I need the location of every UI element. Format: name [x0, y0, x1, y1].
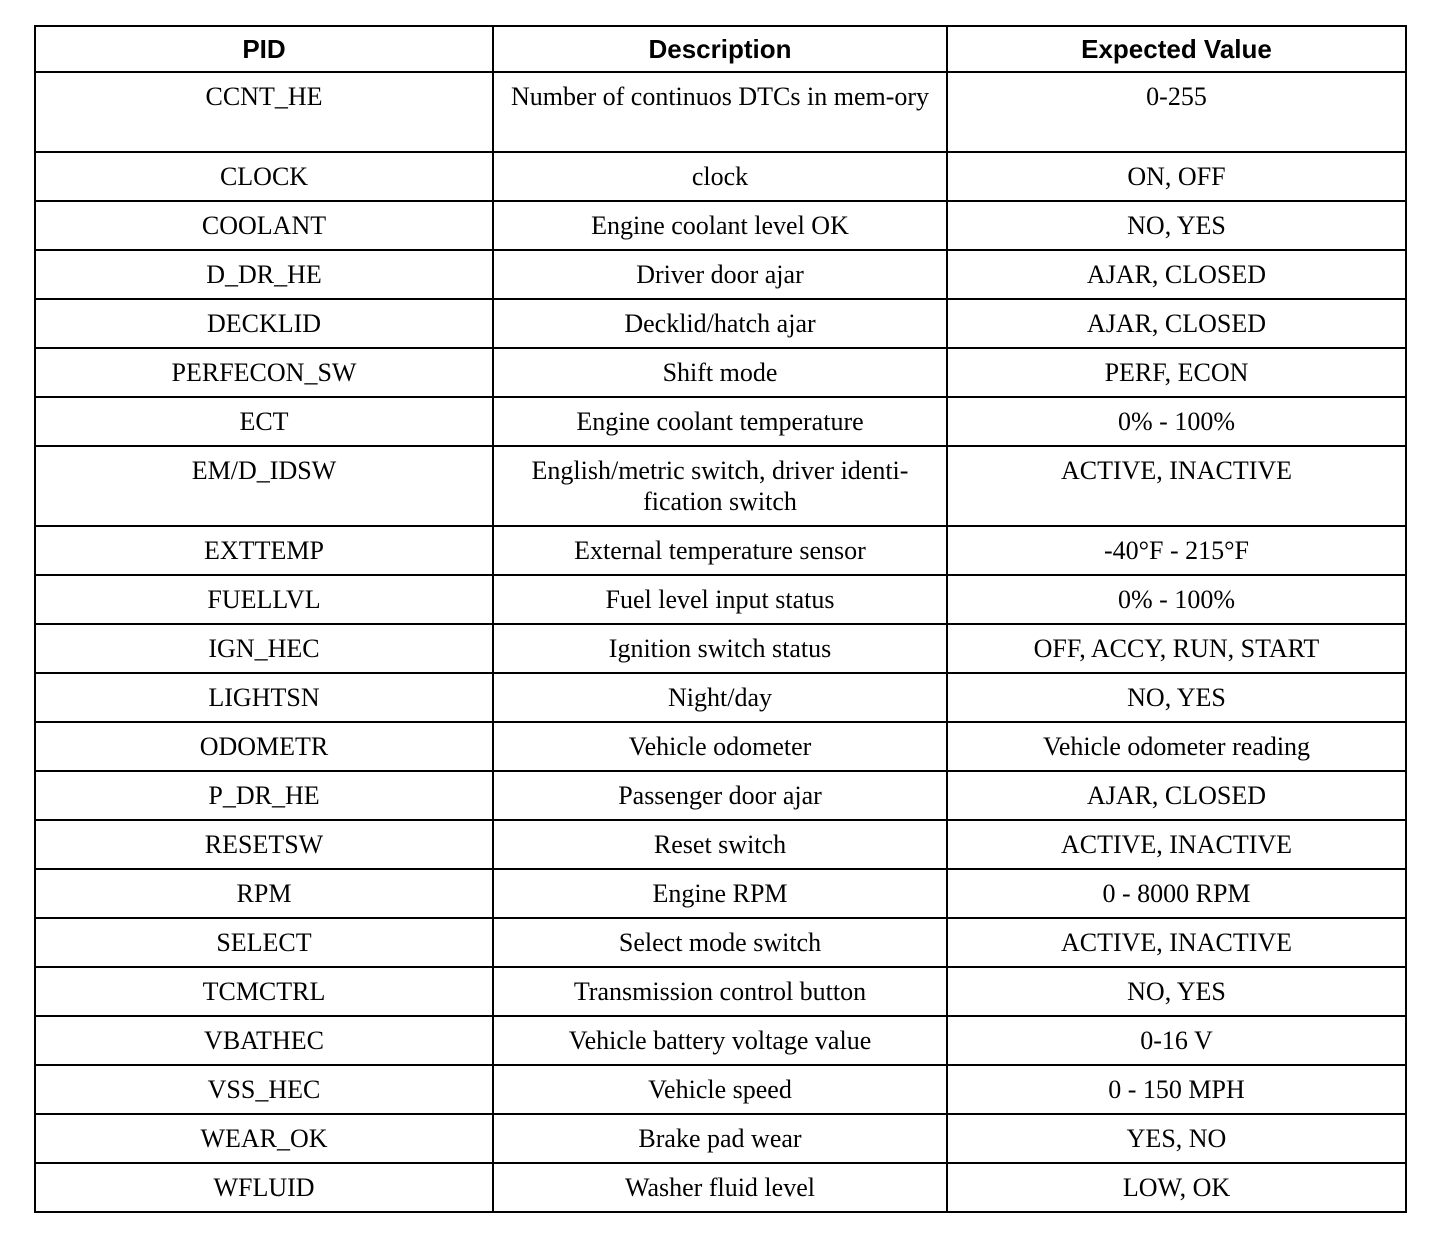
pid-cell: WEAR_OK: [35, 1114, 493, 1163]
expected-value-cell: ACTIVE, INACTIVE: [947, 446, 1406, 526]
expected-value-cell: ACTIVE, INACTIVE: [947, 918, 1406, 967]
description-cell: Night/day: [493, 673, 947, 722]
pid-cell: EM/D_IDSW: [35, 446, 493, 526]
table-row: [35, 1065, 1406, 1114]
description-cell: Washer fluid level: [493, 1163, 947, 1212]
pid-cell: RPM: [35, 869, 493, 918]
pid-cell: DECKLID: [35, 299, 493, 348]
table-row: [35, 201, 1406, 250]
expected-value-cell: 0-255: [947, 72, 1406, 152]
table-row: [35, 771, 1406, 820]
pid-cell: LIGHTSN: [35, 673, 493, 722]
pid-cell: CLOCK: [35, 152, 493, 201]
description-cell: Driver door ajar: [493, 250, 947, 299]
description-cell: Passenger door ajar: [493, 771, 947, 820]
pid-cell: CCNT_HE: [35, 72, 493, 152]
description-cell: Shift mode: [493, 348, 947, 397]
pid-cell: ODOMETR: [35, 722, 493, 771]
description-cell: clock: [493, 152, 947, 201]
table-row: [35, 1163, 1406, 1212]
expected-value-cell: PERF, ECON: [947, 348, 1406, 397]
table-row: [35, 72, 1406, 152]
expected-value-cell: AJAR, CLOSED: [947, 250, 1406, 299]
description-cell: Vehicle speed: [493, 1065, 947, 1114]
header-description: Description: [493, 26, 947, 72]
table-body: [35, 72, 1406, 1212]
description-cell: Transmission control button: [493, 967, 947, 1016]
expected-value-cell: -40°F - 215°F: [947, 526, 1406, 575]
description-cell: Select mode switch: [493, 918, 947, 967]
pid-cell: EXTTEMP: [35, 526, 493, 575]
pid-cell: FUELLVL: [35, 575, 493, 624]
pid-cell: D_DR_HE: [35, 250, 493, 299]
expected-value-cell: LOW, OK: [947, 1163, 1406, 1212]
table-row: [35, 299, 1406, 348]
description-cell: Reset switch: [493, 820, 947, 869]
expected-value-cell: NO, YES: [947, 967, 1406, 1016]
expected-value-cell: ON, OFF: [947, 152, 1406, 201]
table-row: [35, 446, 1406, 526]
pid-cell: WFLUID: [35, 1163, 493, 1212]
expected-value-cell: 0% - 100%: [947, 575, 1406, 624]
table-row: [35, 1114, 1406, 1163]
header-expected-value: Expected Value: [947, 26, 1406, 72]
description-cell: Brake pad wear: [493, 1114, 947, 1163]
description-cell: External temperature sensor: [493, 526, 947, 575]
description-cell: English/metric switch, driver identi-fication switch: [493, 446, 947, 526]
pid-cell: SELECT: [35, 918, 493, 967]
table-row: [35, 397, 1406, 446]
description-cell: Engine coolant level OK: [493, 201, 947, 250]
table-row: [35, 1016, 1406, 1065]
pid-cell: COOLANT: [35, 201, 493, 250]
expected-value-cell: NO, YES: [947, 673, 1406, 722]
table-row: [35, 918, 1406, 967]
expected-value-cell: Vehicle odometer reading: [947, 722, 1406, 771]
table-row: [35, 673, 1406, 722]
pid-cell: RESETSW: [35, 820, 493, 869]
pid-table: [34, 25, 1407, 1213]
expected-value-cell: OFF, ACCY, RUN, START: [947, 624, 1406, 673]
description-cell: Vehicle odometer: [493, 722, 947, 771]
expected-value-cell: YES, NO: [947, 1114, 1406, 1163]
description-cell: Vehicle battery voltage value: [493, 1016, 947, 1065]
expected-value-cell: 0-16 V: [947, 1016, 1406, 1065]
description-cell: Engine coolant temperature: [493, 397, 947, 446]
description-cell: Decklid/hatch ajar: [493, 299, 947, 348]
pid-cell: VBATHEC: [35, 1016, 493, 1065]
header-pid: PID: [35, 26, 493, 72]
expected-value-cell: AJAR, CLOSED: [947, 299, 1406, 348]
table-row: [35, 722, 1406, 771]
description-cell: Number of continuos DTCs in mem-ory: [493, 72, 947, 152]
table-row: [35, 967, 1406, 1016]
pid-cell: VSS_HEC: [35, 1065, 493, 1114]
expected-value-cell: AJAR, CLOSED: [947, 771, 1406, 820]
pid-cell: ECT: [35, 397, 493, 446]
table-header-row: [35, 26, 1406, 72]
table-row: [35, 348, 1406, 397]
expected-value-cell: 0 - 8000 RPM: [947, 869, 1406, 918]
pid-cell: P_DR_HE: [35, 771, 493, 820]
table-row: [35, 624, 1406, 673]
pid-cell: PERFECON_SW: [35, 348, 493, 397]
table-row: [35, 869, 1406, 918]
pid-cell: TCMCTRL: [35, 967, 493, 1016]
description-cell: Engine RPM: [493, 869, 947, 918]
expected-value-cell: NO, YES: [947, 201, 1406, 250]
table-row: [35, 152, 1406, 201]
table-row: [35, 526, 1406, 575]
table-row: [35, 575, 1406, 624]
expected-value-cell: 0 - 150 MPH: [947, 1065, 1406, 1114]
table-row: [35, 820, 1406, 869]
description-cell: Ignition switch status: [493, 624, 947, 673]
table-row: [35, 250, 1406, 299]
pid-cell: IGN_HEC: [35, 624, 493, 673]
expected-value-cell: 0% - 100%: [947, 397, 1406, 446]
expected-value-cell: ACTIVE, INACTIVE: [947, 820, 1406, 869]
description-cell: Fuel level input status: [493, 575, 947, 624]
